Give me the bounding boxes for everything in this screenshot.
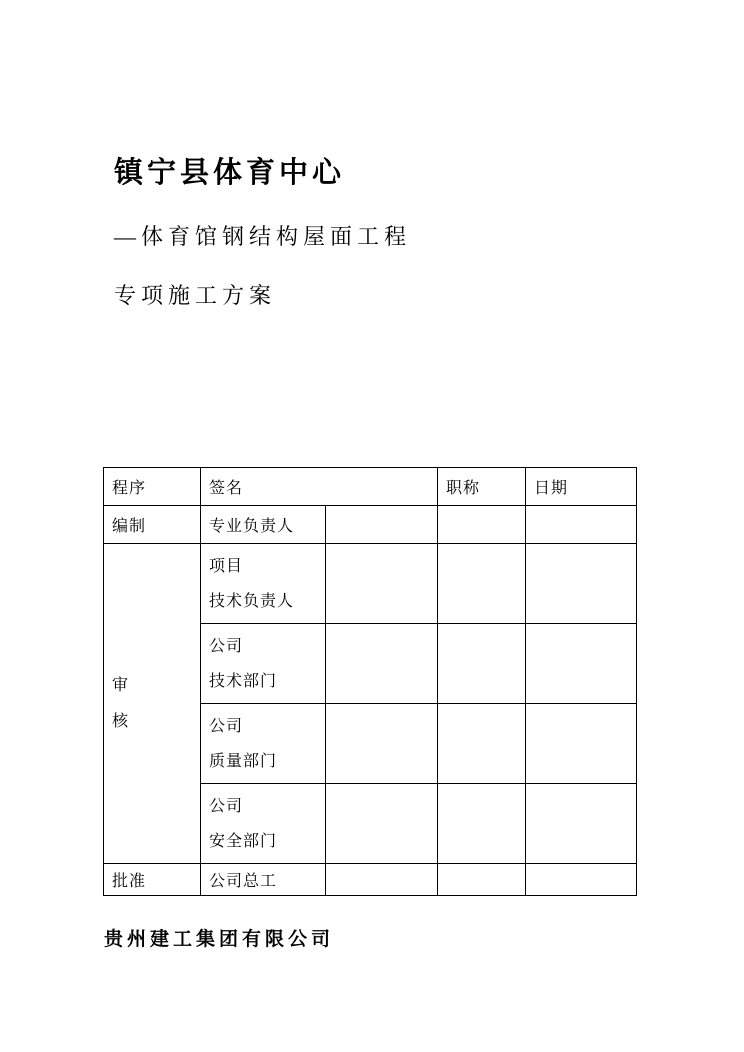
company-name: 贵州建工集团有限公司 (104, 929, 335, 950)
cell-role-pizhun: 公司总工 (201, 864, 326, 896)
row-shenhe-project (104, 544, 637, 624)
role-line-2: 技术部门 (209, 672, 278, 690)
cell-date-blank (526, 704, 637, 784)
cell-date-blank (526, 784, 637, 864)
row-pizhun (104, 864, 637, 896)
role-line-1: 公司 (209, 717, 244, 735)
role-line-1: 公司 (209, 797, 244, 815)
cell-procedure-pizhun: 批准 (104, 864, 201, 896)
cell-title-blank (438, 784, 526, 864)
document-title: 镇宁县体育中心 (114, 155, 346, 189)
cell-title-blank (438, 624, 526, 704)
cell-role-company-safety (201, 784, 326, 864)
cell-title-blank (438, 544, 526, 624)
cell-title-blank (438, 864, 526, 896)
cell-procedure-shenhe (104, 544, 201, 864)
cell-date-blank (526, 864, 637, 896)
cell-role-bianzhi: 专业负责人 (201, 506, 326, 544)
table-header-row (104, 468, 637, 506)
cell-title-blank (438, 506, 526, 544)
role-line-2: 安全部门 (209, 832, 278, 850)
document-subtitle-project: —体育馆钢结构屋面工程 (114, 224, 412, 249)
cell-date-blank (526, 544, 637, 624)
role-line-1: 公司 (209, 637, 244, 655)
cell-role-project-tech (201, 544, 326, 624)
shenhe-char-1: 审 (112, 676, 130, 694)
shenhe-char-2: 核 (112, 712, 130, 730)
header-title: 职称 (438, 468, 526, 506)
cell-role-company-tech (201, 624, 326, 704)
role-line-2: 技术负责人 (209, 592, 295, 610)
cell-procedure-bianzhi: 编制 (104, 506, 201, 544)
role-line-1: 项目 (209, 557, 244, 575)
cell-signature-blank (326, 506, 438, 544)
cell-signature-blank (326, 624, 438, 704)
cell-signature-blank (326, 704, 438, 784)
approval-signature-table (103, 467, 637, 896)
cell-date-blank (526, 624, 637, 704)
header-date: 日期 (526, 468, 637, 506)
header-procedure: 程序 (104, 468, 201, 506)
cell-date-blank (526, 506, 637, 544)
document-subtitle-plan: 专项施工方案 (114, 283, 277, 308)
cell-signature-blank (326, 784, 438, 864)
row-bianzhi (104, 506, 637, 544)
cell-signature-blank (326, 864, 438, 896)
role-line-2: 质量部门 (209, 752, 278, 770)
cell-title-blank (438, 704, 526, 784)
cell-signature-blank (326, 544, 438, 624)
header-signature: 签名 (201, 468, 438, 506)
cell-role-company-quality (201, 704, 326, 784)
